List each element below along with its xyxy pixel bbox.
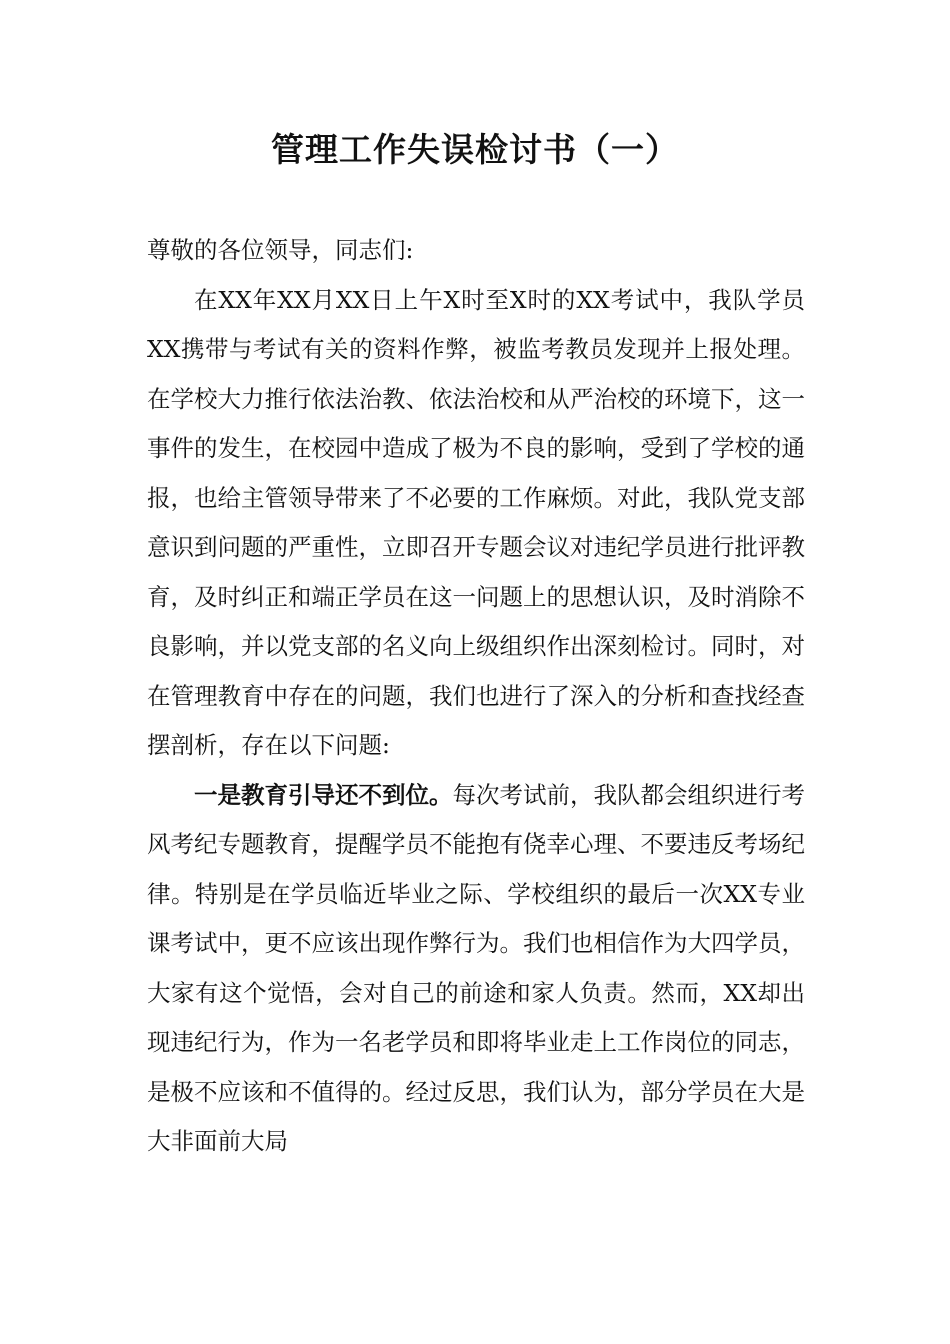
document-body (147, 226, 805, 1167)
document-title: 管理工作失误检讨书（一） (271, 130, 679, 169)
paragraph-2-lead: 一是教育引导还不到位。 (194, 780, 453, 809)
paragraph-2 (147, 771, 805, 1167)
paragraph-1: 在XX年XX月XX日上午X时至X时的XX考试中，我队学员XX携带与考试有关的资料作弊，被监考教员发现并上报处理。在学校大力推行依法治教、依法治校和从严治校的环境下，这一事件的发生，在校园中造成了极为不良的影响，受到了学校的通报，也给主管领导带来了不必要的工作麻烦。对此，我队党支部意识到问题的严重性，立即召开专题会议对违纪学员进行批评教育，及时纠正和端正学员在这一问题上的思想认识，及时消除不良影响，并以党支部的名义向上级组织作出深刻检讨。同时，对在管理教育中存在的问题，我们也进行了深入的分析和查找经查摆剖析，存在以下问题: (147, 285, 805, 759)
paragraph-2-body: 每次考试前，我队都会组织进行考风考纪专题教育，提醒学员不能抱有侥幸心理、不要违反考场纪律。特别是在学员临近毕业之际、学校组织的最后一次XX专业课考试中，更不应该出现作弊行为。我们也相信作为大四学员，大家有这个觉悟，会对自己的前途和家人负责。然而，XX却出现违纪行为，作为一名老学员和即将毕业走上工作岗位的同志，是极不应该和不值得的。经过反思，我们认为，部分学员在大是大非面前大局 (147, 780, 805, 1155)
salutation: 尊敬的各位领导，同志们: (147, 236, 414, 264)
